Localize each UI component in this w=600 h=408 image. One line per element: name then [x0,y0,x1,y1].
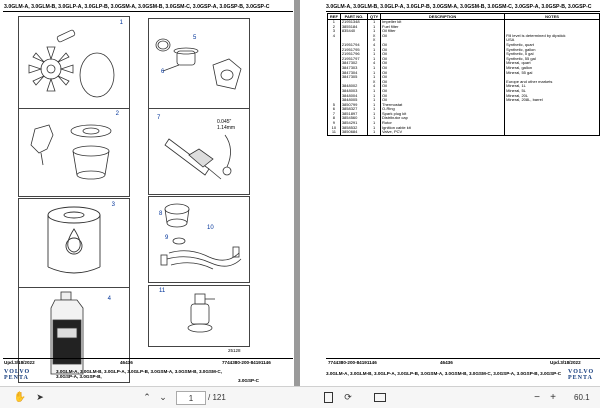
panel-pcv-valve [148,285,250,347]
table-cell-ref: 5 [328,103,341,108]
table-cell-part: 3854560 [340,116,367,121]
table-cell-qty: X [368,38,381,43]
ignition-drawing [149,197,249,282]
table-cell-desc: Rotor [381,121,505,126]
footer-code: 46436 [120,360,133,365]
page-total: / 121 [208,393,226,402]
table-cell-notes: Synthetic, gallon [505,48,600,53]
table-cell-qty: 1 [368,98,381,103]
table-cell-notes [505,130,600,135]
cursor-icon: ➤ [36,392,44,402]
zoom-out-button[interactable] [530,390,544,405]
table-cell-qty: 1 [368,126,381,131]
panel-number: 6 [161,69,165,75]
table-cell-qty: X [368,80,381,85]
table-cell-qty: 4 [368,61,381,66]
table-cell-desc: Distributor cap [381,116,505,121]
footer-models: 3.0GLM-A, 3.0GLM-B, 3.0GLP-A, 3.0GLP-B, 3.0GSM-A, 3.0GSM-B, 3.0GSM-C, 3.0GSP-A, 3.0GSP-B, 3.0GSP-C [326,371,562,376]
panel-fuel-filter [18,108,130,197]
header-rule [326,11,600,12]
table-cell-notes: Europe and other markets [505,80,600,85]
table-cell-qty: X [368,34,381,39]
panel-number: 10 [207,225,214,231]
table-cell-notes: Mineral, 55 gal [505,71,600,76]
chevron-up-icon: ⌃ [143,392,151,402]
table-cell-part: 3848004 [340,94,367,99]
panel-number: 4 [107,296,111,302]
table-cell-qty: 4 [368,43,381,48]
table-cell-qty: 1 [368,112,381,117]
drawing-id: 25128 [228,348,241,353]
table-cell-desc: Oil [381,84,505,89]
table-cell-part: 21951795 [340,48,367,53]
table-cell-part: 3848003 [340,89,367,94]
footer-models-3: 3.0GSP-C [238,378,259,383]
table-cell-qty: 1 [368,48,381,53]
chevron-down-icon: ⌄ [159,392,167,402]
panel-number: 3 [111,202,115,208]
table-cell-desc: Oil [381,89,505,94]
header-models: 3.0GLM-A, 3.0GLM-B, 3.0GLP-A, 3.0GLP-B, 3.0GSM-A, 3.0GSM-B, 3.0GSM-C, 3.0GSP-A, 3.0GSP-B, 3.0GSP-C [326,4,592,10]
table-cell-qty: 1 [368,103,381,108]
table-cell-desc: Oil [381,94,505,99]
table-cell-desc: Thermostat [381,103,505,108]
panel-number: 7 [157,115,161,121]
table-cell-qty: 4 [368,84,381,89]
table-cell-notes: Synthetic, quart [505,43,600,48]
table-cell-part: 21951348 [340,20,367,25]
table-cell-desc: O-Ring [381,107,505,112]
table-cell-notes: Mineral, 1L [505,84,600,89]
rotate-button[interactable] [340,390,356,405]
pan-tool-button[interactable] [12,390,28,405]
table-cell-part: 21951794 [340,43,367,48]
fuel-filter-drawing [19,109,129,196]
panel-number: 5 [193,35,197,41]
table-cell-part: 3847305 [340,75,367,80]
table-cell-part: 3850799 [340,103,367,108]
logo-volvo: VOLVO [4,369,31,375]
table-cell-part: 3847304 [340,71,367,76]
parts-table-body [328,20,600,136]
footer-part-ref: 7744380-200-84191146 [328,360,377,365]
page-number-input[interactable]: 1 [176,391,206,405]
table-cell-part: 21951797 [340,57,367,62]
table-cell-part: 3847302 [340,61,367,66]
table-cell-desc: Oil [381,66,505,71]
right-page [300,0,600,386]
footer-rule [326,358,600,359]
table-cell-part: 3847303 [340,66,367,71]
table-cell-ref: 2 [328,25,341,30]
footer-code: 46436 [440,360,453,365]
table-cell-desc: Oil [381,34,505,39]
table-cell-notes: Synthetic, 5 gal [505,52,600,57]
table-cell-qty: 1 [368,25,381,30]
table-cell-part: 3858532 [340,126,367,131]
panel-number: 8 [159,211,163,217]
table-cell-notes: Fill level is determined by dipstick [505,34,600,39]
footer-update: Upd.3/18/2022 [550,360,581,365]
plus-icon: + [550,392,556,403]
col-description: DESCRIPTION [381,14,505,20]
cursor-tool-button[interactable] [32,390,48,405]
col-qty: QTY [368,14,381,20]
table-cell-notes: Mineral, 20L [505,94,600,99]
table-cell-part: 3850684 [340,130,367,135]
fit-page-icon [324,392,333,403]
footer-models-2: 3.0GSP-A, 3.0GSP-B, [56,374,102,379]
table-cell-desc: Oil [381,61,505,66]
footer-part-ref: 7744380-200-84191146 [222,360,271,365]
impeller-drawing [19,17,129,117]
panel-number: 2 [115,111,119,117]
table-cell-notes: Mineral, 5L [505,89,600,94]
table-cell-ref: 8 [328,116,341,121]
table-cell-desc: Spark plug kit [381,112,505,117]
parts-table [327,13,600,136]
footer-update: Upd.3/18/2022 [4,360,35,365]
panel-number: 9 [165,235,169,241]
col-part-no: PART NO. [340,14,367,20]
table-cell-qty: 1 [368,116,381,121]
table-cell-qty: 1 [368,71,381,76]
zoom-in-button[interactable] [546,390,560,405]
table-row [328,130,600,135]
table-cell-qty: 1 [368,130,381,135]
footer-rule [3,358,293,359]
spark-plug-drawing [149,109,249,194]
viewer-toolbar [0,386,600,408]
table-cell-qty: 1 [368,66,381,71]
hand-icon: ✋ [13,392,27,403]
table-cell-ref: 10 [328,126,341,131]
header-rule [3,11,293,12]
table-cell-notes: Mineral, gallon [505,66,600,71]
panel-impeller-kit [18,16,130,118]
table-cell-notes: USA [505,38,600,43]
oil-bottle-drawing [19,288,129,382]
table-cell-ref: 11 [328,130,341,135]
table-cell-desc: Valve, PCV [381,130,505,135]
table-cell-part: 3851897 [340,112,367,117]
table-cell-notes: Synthetic, 55 gal [505,57,600,62]
panel-spark-plug [148,108,250,195]
table-cell-part: 3858327 [340,107,367,112]
table-cell-desc: Oil [381,75,505,80]
table-cell-part: 3848005 [340,98,367,103]
logo-penta: PENTA [568,375,593,381]
table-cell-desc: Oil [381,43,505,48]
table-cell-ref: 1 [328,20,341,25]
table-cell-qty: 1 [368,29,381,34]
left-page [0,0,294,386]
footer-models-1: 3.0GLM-A, 3.0GLM-B, 3.0GLP-A, 3.0GLP-B, 3.0GSM-A, 3.0GSM-B, 3.0GSM-C, [56,369,222,374]
table-cell-qty: 1 [368,75,381,80]
table-cell-part: 3855184 [340,25,367,30]
logo-penta: PENTA [4,375,29,381]
panel-thermostat [148,18,250,120]
table-cell-desc: Oil filter [381,29,505,34]
table-cell-desc: Oil [381,80,505,85]
table-cell-desc: Impeller kit [381,20,505,25]
table-cell-desc: Oil [381,71,505,76]
table-cell-notes: Mineral, 208L, barrel [505,98,600,103]
table-cell-desc: Oil [381,98,505,103]
table-cell-desc: Oil [381,48,505,53]
header-models: 3.0GLM-A, 3.0GLM-B, 3.0GLP-A, 3.0GLP-B, 3.0GSM-A, 3.0GSM-B, 3.0GSM-C, 3.0GSP-A, 3.0GSP-B, 3.0GSP-C [4,4,270,10]
table-cell-qty: 1 [368,121,381,126]
oil-filter-drawing [19,199,129,287]
table-cell-part: 21951796 [340,52,367,57]
panel-number: 11 [159,288,166,294]
fit-width-icon [374,393,386,402]
table-cell-qty: 1 [368,89,381,94]
pcv-valve-drawing [149,286,249,346]
table-cell-desc: Fuel filter [381,25,505,30]
table-cell-ref: 6 [328,107,341,112]
gap-inch-label: 0.045" [217,119,232,125]
table-cell-part: 3848002 [340,84,367,89]
table-cell-ref: 3 [328,29,341,34]
minus-icon: − [534,392,540,403]
panel-ignition [148,196,250,283]
table-cell-qty: 1 [368,107,381,112]
zoom-level[interactable]: 60.1 [574,393,590,402]
next-page-button[interactable] [156,390,170,405]
table-cell-notes: Mineral, quart [505,61,600,66]
table-cell-qty: 1 [368,52,381,57]
panel-oil-filter [18,198,130,288]
volvo-penta-logo [4,369,30,381]
volvo-penta-logo [568,369,594,381]
table-cell-desc: Ignition cable kit [381,126,505,131]
logo-volvo: VOLVO [568,369,595,375]
rotate-icon: ⟳ [344,392,352,402]
gap-mm-label: 1.14mm [217,125,236,131]
table-cell-ref: 4 [328,34,341,39]
table-cell-qty: 1 [368,94,381,99]
fit-width-button[interactable] [372,390,388,405]
panel-number: 1 [119,20,123,26]
table-cell-desc: Oil [381,57,505,62]
col-ref: REF [328,14,341,20]
previous-page-button[interactable] [140,390,154,405]
table-cell-part: 3854291 [340,121,367,126]
table-cell-desc: Oil [381,52,505,57]
table-cell-qty: 1 [368,57,381,62]
table-cell-part: 835440 [340,29,367,34]
table-cell-qty: 1 [368,20,381,25]
fit-page-button[interactable] [320,390,336,405]
table-cell-ref: 9 [328,121,341,126]
table-cell-ref: 7 [328,112,341,117]
col-notes: NOTES [505,14,600,20]
